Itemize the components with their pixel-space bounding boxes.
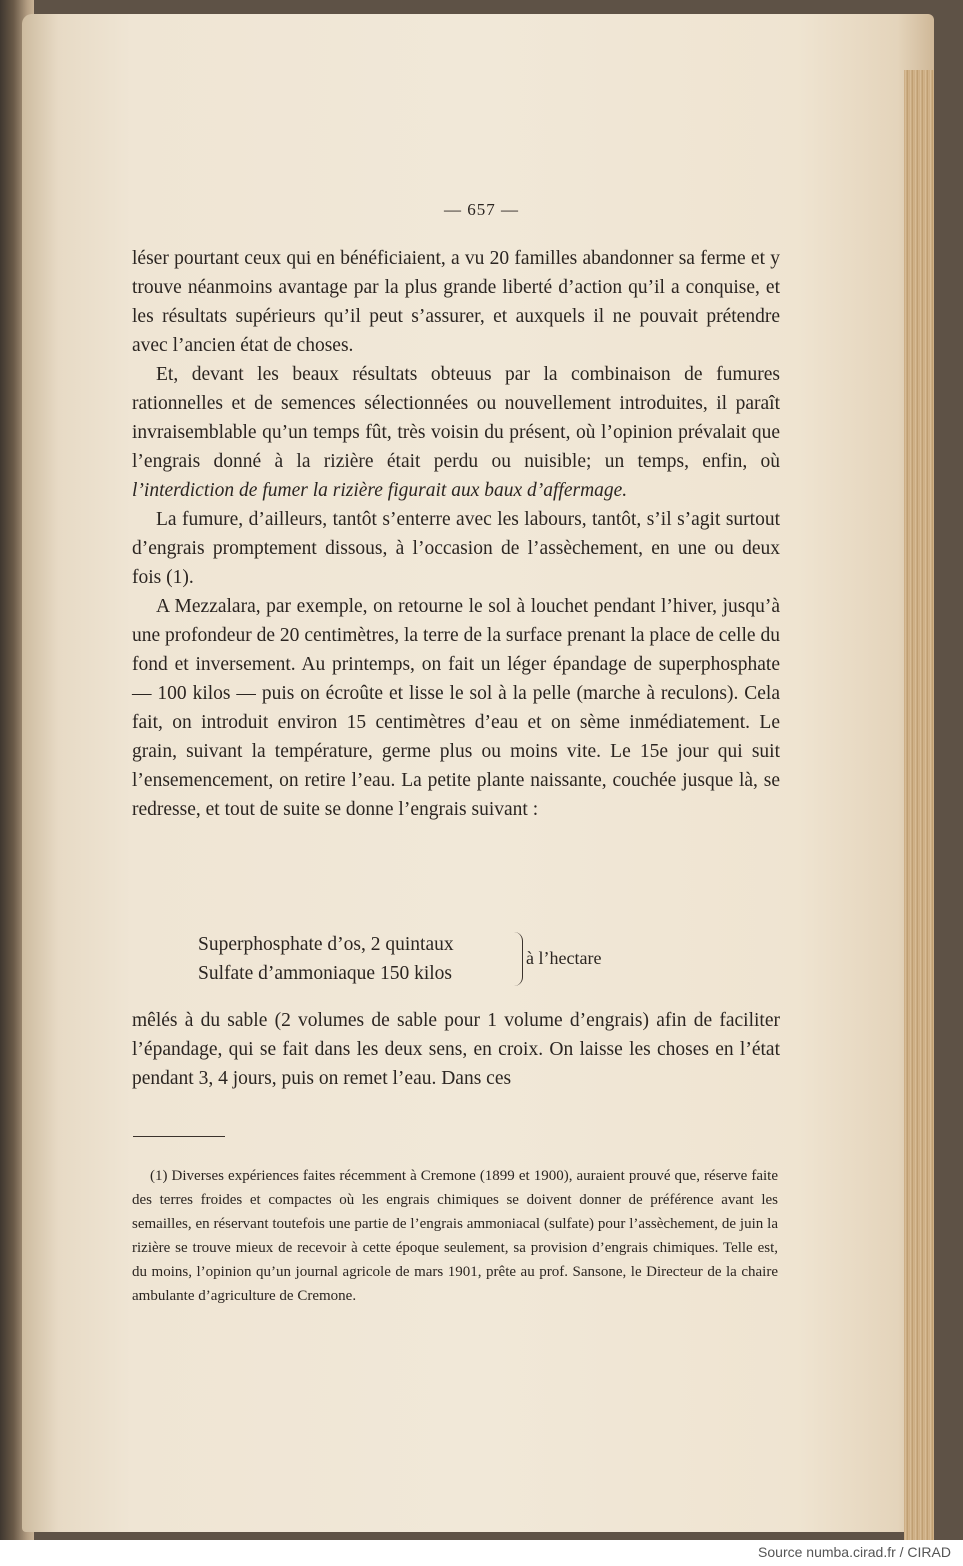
- page-number: — 657 —: [444, 200, 519, 219]
- paragraph-1: léser pourtant ceux qui en bénéficiaient, a vu 20 familles abandonner sa ferme et y trouve néanmoins avantage par la plus grande liberté d’action qu’il a conquise, et les résultats supérieurs qu’il peut s’assurer, et auxquels il ne pouvait prétendre avec l’ancien état de choses.: [132, 248, 780, 356]
- paragraph-3: La fumure, d’ailleurs, tantôt s’enterre avec les labours, tantôt, s’il s’agit surtout d’engrais promptement dissous, à l’occasion de l’assèchement, en une ou deux fois (1).: [132, 509, 780, 588]
- page-edges-stack: [904, 70, 934, 1540]
- source-credit: Source numba.cirad.fr / CIRAD: [758, 1544, 951, 1560]
- formula-line-2: Sulfate d’ammoniaque 150 kilos: [198, 963, 452, 984]
- italic-phrase: l’interdiction de fumer la rizière figurait aux baux d’affermage.: [132, 480, 628, 501]
- formula-per-hectare: à l’hectare: [526, 948, 602, 968]
- fertilizer-formula: [198, 930, 602, 988]
- footnote-rule: [133, 1136, 225, 1137]
- formula-line-1: Superphosphate d’os, 2 quintaux: [198, 934, 454, 955]
- formula-brace: [514, 932, 523, 986]
- footnote: [132, 1164, 778, 1308]
- paragraph-2-text: Et, devant les beaux résultats obteuus par la combinaison de fumures rationnelles et de semences sélectionnées ou nouvellement introduites, il paraît invraisemblable qu’un temps fût, très voisin du présent, où l’opinion prévalait que l’engrais donné à la rizière était perdu ou nuisible; un temps, enfin, où: [132, 364, 780, 472]
- continuation-text: mêlés à du sable (2 volumes de sable pour 1 volume d’engrais) afin de faciliter l’épandage, qui se fait dans les deux sens, en croix. On laisse les choses en l’état pendant 3, 4 jours, puis on remet l’eau. Dans ces: [132, 1010, 780, 1089]
- footnote-text: (1) Diverses expériences faites récemment à Cremone (1899 et 1900), auraient prouvé que, réserve faite des terres froides et compactes où les engrais chimiques se doivent donner de préférence avant les semailles, en réservant toutefois une partie de l’engrais ammoniacal (sulfate) pour l’assèchement, de juin la rizière se trouve mieux de recevoir à cette époque seulement, sa provision d’engrais chimiques. Telle est, du moins, l’opinion qu’un journal agricole de mars 1901, prête au prof. Sansone, le Directeur de la chaire ambulante d’agriculture de Cremone.: [132, 1168, 778, 1304]
- paragraph-4: A Mezzalara, par exemple, on retourne le sol à louchet pendant l’hiver, jusqu’à une profondeur de 20 centimètres, la terre de la surface prenant la place de celle du fond et inversement. Au printemps, on fait un léger épandage de superphosphate — 100 kilos — puis on écroûte et lisse le sol à la pelle (marche à reculons). Cela fait, on introduit environ 15 centimètres d’eau et on sème inmédiatement. Le grain, suivant la température, germe plus ou moins vite. Le 15e jour qui suit l’ensemencement, on retire l’eau. La petite plante naissante, couchée jusque là, se redresse, et tout de suite se donne l’engrais suivant :: [132, 596, 780, 820]
- paragraph-2: [132, 360, 780, 505]
- main-text: [132, 244, 780, 824]
